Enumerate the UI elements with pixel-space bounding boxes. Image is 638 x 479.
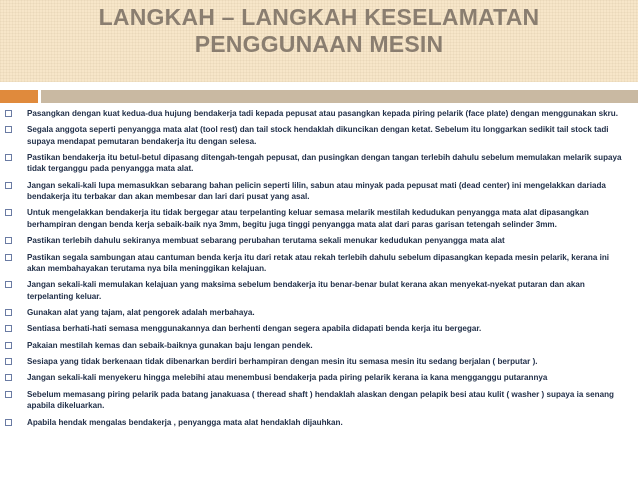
- square-bullet-icon: [5, 182, 12, 189]
- square-bullet-icon: [5, 154, 12, 161]
- list-item-text: Sebelum memasang piring pelarik pada batang janakuasa ( theread shaft ) hendaklah alaskan dengan pelapik besi atau kulit ( washer ) supaya ia senang apabila dikeluarkan.: [27, 389, 614, 411]
- square-bullet-icon: [5, 254, 12, 261]
- square-bullet-icon: [5, 342, 12, 349]
- bullet-list: [0, 108, 638, 433]
- list-item-text: Untuk mengelakkan bendakerja itu tidak bergegar atau terpelanting keluar semasa melarik mestilah kedudukan penyangga mata alat dipasangkan berhampiran dengan benda kerja sebaik-baik nya 3mm, begitu juga tinggi penyangga mata alat dari paras garisan tetengah selinder 3mm.: [27, 208, 589, 229]
- list-item: [0, 124, 638, 147]
- list-item-text: Segala anggota seperti penyangga mata alat (tool rest) dan tail stock hendaklah dikuncikan dengan ketat. Sebelum itu longgarkan sedikit tail stock tadi supaya mendapat pemutaran bendakerja itu dengan selesa.: [27, 125, 609, 146]
- list-item: [0, 356, 638, 367]
- list-item: [0, 279, 638, 302]
- list-item-text: Pastikan bendakerja itu betul-betul dipasang ditengah-tengah pepusat, dan pusingkan dengan tangan terlebih dahulu sebelum memulakan melarik supaya tidak terganggu pada penyangga mata alat.: [27, 153, 622, 174]
- square-bullet-icon: [5, 281, 12, 288]
- divider-bar: [41, 90, 638, 103]
- square-bullet-icon: [5, 309, 12, 316]
- list-item: [0, 108, 638, 119]
- list-item: [0, 235, 638, 246]
- slide-title-line-1: LANGKAH – LANGKAH KESELAMATAN: [98, 4, 540, 30]
- list-item: [0, 252, 638, 275]
- list-item-text: Jangan sekali-kali menyekeru hingga melebihi atau menembusi bendakerja pada piring pelarik kerana ia kana mengganggu putarannya: [27, 373, 548, 383]
- list-item-text: Pakaian mestilah kemas dan sebaik-baiknya gunakan baju lengan pendek.: [27, 340, 313, 350]
- square-bullet-icon: [5, 237, 12, 244]
- list-item-text: Pasangkan dengan kuat kedua-dua hujung bendakerja tadi kepada pepusat atau pasangkan kepada piring pelarik (face plate) dengan menggunakan skru.: [27, 109, 618, 118]
- slide-title: [0, 4, 638, 58]
- list-item: [0, 180, 638, 203]
- list-item: [0, 323, 638, 334]
- square-bullet-icon: [5, 374, 12, 381]
- list-item-text: Gunakan alat yang tajam, alat pengorek adalah merbahaya.: [27, 307, 255, 317]
- square-bullet-icon: [5, 209, 12, 216]
- square-bullet-icon: [5, 391, 12, 398]
- list-item: [0, 207, 638, 230]
- list-item: [0, 417, 638, 428]
- square-bullet-icon: [5, 110, 12, 117]
- list-item-text: Sentiasa berhati-hati semasa menggunakannya dan berhenti dengan segera apabila didapati benda kerja itu bergegar.: [27, 324, 482, 334]
- square-bullet-icon: [5, 419, 12, 426]
- list-item-text: Apabila hendak mengalas bendakerja , penyangga mata alat hendaklah dijauhkan.: [27, 417, 343, 427]
- list-item-text: Jangan sekali-kali lupa memasukkan sebarang bahan pelicin seperti lilin, sabun atau minyak pada pepusat mati (dead center) ini mengelakkan dariada bendakerja itu terbakar dan akan membesar dan lari dari pusat yang asal.: [27, 180, 606, 202]
- accent-bar: [0, 90, 38, 103]
- list-item-text: Pastikan terlebih dahulu sekiranya membuat sebarang perubahan terutama sekali menukar kedudukan penyangga mata alat: [27, 236, 505, 246]
- list-item-text: Pastikan segala sambungan atau cantuman benda kerja itu dari retak atau rekah terlebih dahulu sebelum dipasangkan kepada mesin pelarik, kerana ini akan membahayakan terutama nya bila meninggikan kelajuan.: [27, 252, 610, 273]
- list-item: [0, 152, 638, 175]
- list-item-text: Jangan sekali-kali memulakan kelajuan yang maksima sebelum bendakerja itu benar-benar bulat kerana akan menyekat-nyekat putaran dan akan terpelanting keluar.: [27, 280, 585, 301]
- list-item: [0, 307, 638, 318]
- list-item: [0, 340, 638, 351]
- list-item: [0, 372, 638, 383]
- title-header: [0, 0, 638, 82]
- slide-title-line-2: PENGGUNAAN MESIN: [194, 31, 444, 57]
- list-item-text: Sesiapa yang tidak berkenaan tidak dibenarkan berdiri berhampiran dengan mesin itu semasa mesin itu sedang berjalan ( berputar ).: [27, 357, 538, 367]
- square-bullet-icon: [5, 358, 12, 365]
- list-item: [0, 389, 638, 412]
- square-bullet-icon: [5, 325, 12, 332]
- square-bullet-icon: [5, 126, 12, 133]
